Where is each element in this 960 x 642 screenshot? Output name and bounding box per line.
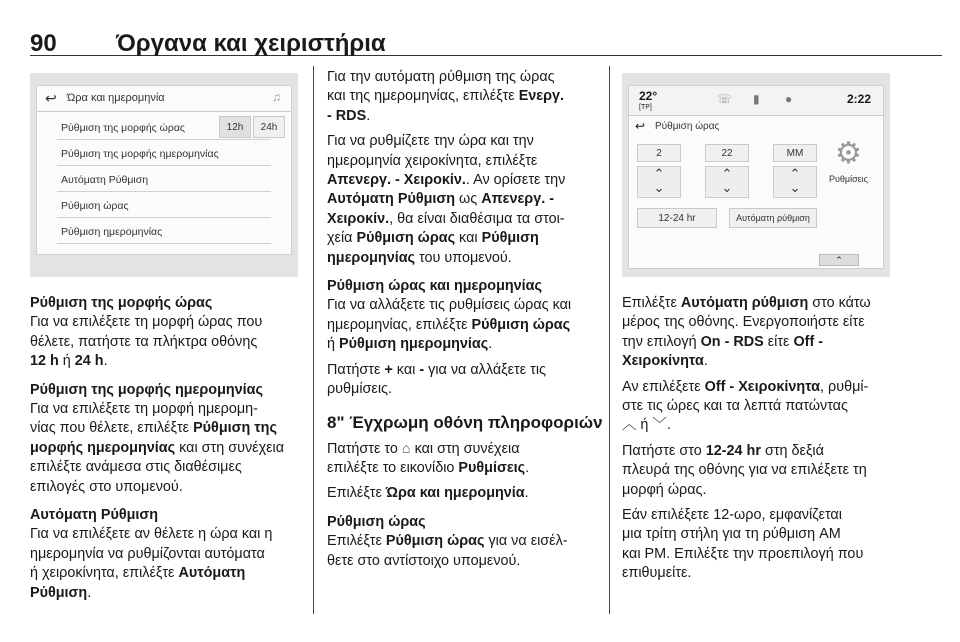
paragraph-line: - RDS.	[327, 107, 371, 124]
tp-indicator: [TP]	[639, 104, 652, 111]
paragraph-line: ημερομηνίας, επιλέξτε Ρύθμιση ώρας	[327, 316, 571, 333]
auto-set-button: Αυτόματη ρύθμιση	[729, 208, 817, 228]
paragraph-line: Επιλέξτε Ώρα και ημερομηνία.	[327, 485, 529, 502]
menu-row-date-format: Ρύθμιση της μορφής ημερομηνίας	[57, 142, 271, 166]
ampm-value: MM	[773, 144, 817, 162]
home-icon: ⌂	[401, 440, 411, 457]
page-number: 90	[30, 30, 57, 57]
set-time-screen-image	[622, 73, 890, 277]
chevron-up-icon: ⌃	[789, 166, 801, 181]
menu-row-time-format: Ρύθμιση της μορφής ώρας 12h 24h	[57, 116, 271, 140]
minute-stepper	[705, 166, 749, 198]
paragraph-line: Για να αλλάξετε τις ρυθμίσεις ώρας και	[327, 297, 572, 314]
paragraph-line: νίας που θέλετε, επιλέξτε Ρύθμιση της	[30, 420, 277, 437]
chevron-down-icon: ⌄	[789, 180, 801, 195]
paragraph-line: και PM. Επιλέξτε την προεπιλογή που	[622, 545, 864, 562]
paragraph-line: ημερομηνίας του υπομενού.	[327, 249, 512, 266]
paragraph-line: επιθυμείτε.	[622, 565, 692, 582]
chevron-up-icon: ︿	[622, 417, 637, 434]
scroll-up-tab	[819, 254, 859, 266]
paragraph-line: ︿ ή ﹀.	[622, 417, 671, 434]
paragraph-line: ή χειροκίνητα, επιλέξτε Αυτόματη	[30, 565, 246, 582]
menu-row-auto-set: Αυτόματη Ρύθμιση	[57, 168, 271, 192]
format-button: 12-24 hr	[637, 208, 717, 228]
paragraph-line: Πατήστε στο 12-24 hr στη δεξιά	[622, 442, 824, 459]
column-2	[327, 68, 607, 571]
column-1	[30, 294, 306, 603]
paragraph-line: Αυτόματη Ρύθμιση ως Απενεργ. -	[327, 191, 554, 208]
paragraph-line: Χειροκίνητα.	[622, 353, 708, 370]
12h-button: 12h	[219, 116, 251, 138]
paragraph-line: επιλογές στο υπομενού.	[30, 478, 183, 495]
back-icon: ↩	[635, 119, 646, 133]
paragraph-line: στε τις ώρες και τα λεπτά πατώντας	[622, 398, 848, 415]
settings-label: Ρυθμίσεις	[829, 174, 869, 184]
menu-row-set-time: Ρύθμιση ώρας	[57, 194, 271, 218]
paragraph-line: Για να επιλέξετε αν θέλετε η ώρα και η	[30, 526, 273, 543]
paragraph-line: θετε στο αντίστοιχο υπομενού.	[327, 552, 521, 569]
menu-row-set-date: Ρύθμιση ημερομηνίας	[57, 220, 271, 244]
paragraph-line: ή Ρύθμιση ημερομηνίας.	[327, 336, 493, 353]
paragraph-line: 12 h ή 24 h.	[30, 353, 108, 370]
paragraph-line: επιλέξτε το εικονίδιο Ρυθμίσεις.	[327, 459, 530, 476]
paragraph-line: Για να επιλέξετε τη μορφή ώρας που	[30, 314, 263, 331]
paragraph-line: Για να ρυθμίζετε την ώρα και την	[327, 133, 534, 150]
column-divider	[609, 66, 610, 614]
paragraph-line: Για να επιλέξετε τη μορφή ημερομη‐	[30, 401, 258, 418]
screen-title: Ρύθμιση ώρας	[655, 121, 720, 132]
chevron-up-icon: ⌃	[721, 166, 733, 181]
section-heading: Ρύθμιση της μορφής ημερομηνίας	[30, 381, 263, 398]
paragraph-line: θέλετε, πατήστε τα πλήκτρα οθόνης	[30, 333, 258, 350]
paragraph-line: μορφή ώρας.	[622, 481, 707, 498]
paragraph-line: Αν επιλέξετε Off - Χειροκίνητα, ρυθμί‐	[622, 378, 869, 395]
page-title: Όργανα και χειριστήρια	[116, 30, 386, 57]
paragraph-line: Απενεργ. - Χειροκίν.. Αν ορίσετε την	[327, 172, 566, 189]
info-icon: ●	[785, 92, 793, 106]
chevron-down-icon: ⌄	[653, 180, 665, 195]
paragraph-line: Για την αυτόματη ρύθμιση της ώρας	[327, 69, 555, 85]
paragraph-line: Ρύθμιση.	[30, 584, 92, 601]
screen-title: Ώρα και ημερομηνία	[67, 92, 165, 104]
phone-icon: ☏	[717, 92, 733, 106]
paragraph-line: Επιλέξτε Αυτόματη ρύθμιση στο κάτω	[622, 295, 871, 311]
section-heading: Αυτόματη Ρύθμιση	[30, 507, 159, 524]
chevron-up-icon: ⌃	[835, 255, 843, 265]
paragraph-line: χεία Ρύθμιση ώρας και Ρύθμιση	[327, 230, 539, 247]
minute-value: 22	[705, 144, 749, 162]
paragraph-line: ημερομηνία χειροκίνητα, επιλέξτε	[327, 152, 538, 169]
paragraph-line: Πατήστε το ⌂ και στη συνέχεια	[327, 440, 520, 457]
24h-button: 24h	[253, 116, 285, 138]
section-heading: Ρύθμιση ώρας και ημερομηνίας	[327, 278, 543, 295]
hour-value: 2	[637, 144, 681, 162]
ampm-stepper	[773, 166, 817, 198]
column-3	[622, 294, 942, 584]
music-note-icon: ♫	[272, 90, 281, 104]
paragraph-line: Πατήστε + και - για να αλλάξετε τις	[327, 361, 546, 378]
paragraph-line: Επιλέξτε Ρύθμιση ώρας για να εισέλ‐	[327, 533, 568, 550]
paragraph-line: επιλέξτε ανάμεσα στις διαθέσιμες	[30, 459, 242, 476]
paragraph-line: Χειροκίν., θα είναι διαθέσιμα τα στοι‐	[327, 210, 565, 227]
paragraph-line: και της ημερομηνίας, επιλέξτε Ενεργ.	[327, 88, 565, 105]
clock-display: 2:22	[846, 92, 871, 106]
gear-icon: ⚙	[835, 137, 862, 170]
paragraph-line: μορφής ημερομηνίας και στη συνέχεια	[30, 439, 285, 456]
paragraph-line: μια τρίτη στήλη για τη ρύθμιση AM	[622, 526, 841, 543]
hour-stepper	[637, 166, 681, 198]
device-icon: ▮	[753, 92, 760, 106]
paragraph-line: μέρος της οθόνης. Ενεργοποιήστε είτε	[622, 314, 865, 331]
chevron-down-icon: ⌄	[721, 180, 733, 195]
time-date-screen-image	[30, 73, 298, 277]
chevron-down-icon: ﹀	[652, 417, 667, 434]
column-divider	[313, 66, 314, 614]
paragraph-line: Εάν επιλέξετε 12-ωρο, εμφανίζεται	[622, 507, 842, 524]
paragraph-line: ρυθμίσεις.	[327, 381, 392, 398]
section-heading: Ρύθμιση της μορφής ώρας	[30, 295, 213, 311]
paragraph-line: την επιλογή On - RDS είτε Off -	[622, 333, 824, 350]
temperature: 22°	[639, 89, 658, 103]
back-icon: ↩	[45, 90, 57, 106]
paragraph-line: πλευρά της οθόνης για να επιλέξετε τη	[622, 462, 867, 479]
paragraph-line: ημερομηνία να ρυθμίζονται αυτόματα	[30, 545, 265, 562]
section-heading-large: 8" Έγχρωμη οθόνη πληροφοριών	[327, 412, 603, 432]
chevron-up-icon: ⌃	[653, 166, 665, 181]
section-heading: Ρύθμιση ώρας	[327, 513, 426, 530]
page-header	[30, 30, 942, 56]
